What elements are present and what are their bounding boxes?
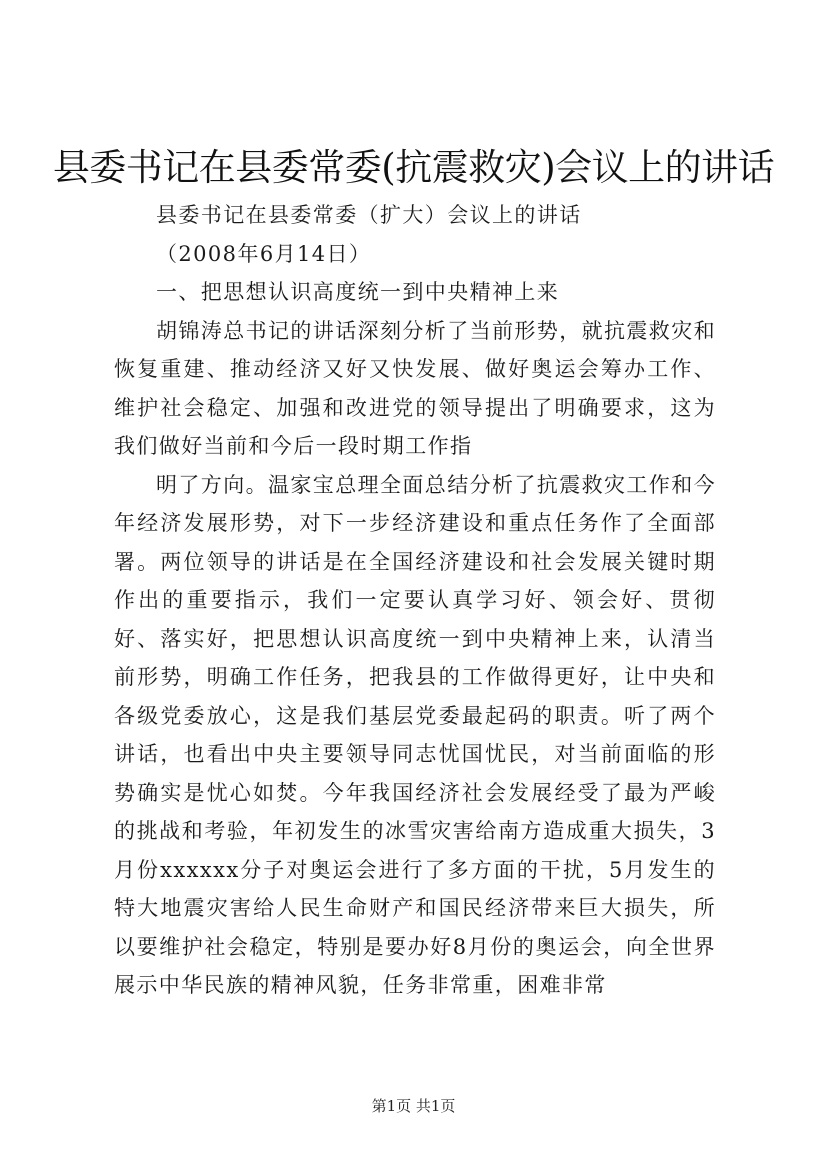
body-paragraph: 明了方向。温家宝总理全面总结分析了抗震救灾工作和今年经济发展形势，对下一步经济建设和重点任务作了全面部署。两位领导的讲话是在全国经济建设和社会发展关键时期作出的重要指示，我们一定要认真学习好、领会好、贯彻好、落实好，把思想认识高度统一到中央精神上来，认清当前形势，明确工作任务，把我县的工作做得更好，让中央和各级党委放心，这是我们基层党委最起码的职责。听了两个讲话，也看出中央主要领导同志忧国忧民，对当前面临的形势确实是忧心如焚。今年我国经济社会发展经受了最为严峻的挑战和考验，年初发生的冰雪灾害给南方造成重大损失，3月份xxxxxx分子对奥运会进行了多方面的干扰，5月发生的特大地震灾害给人民生命财产和国民经济带来巨大损失，所以要维护社会稳定，特别是要办好8月份的奥运会，向全世界展示中华民族的精神风貌，任务非常重，困难非常 bbox=[114, 472, 716, 997]
date-paragraph: （2008年6月14日） bbox=[156, 241, 372, 266]
section-heading: 一、把思想认识高度统一到中央精神上来 bbox=[156, 280, 560, 304]
document-title: 县委书记在县委常委(抗震救灾)会议上的讲话 bbox=[52, 146, 775, 189]
body-paragraph: 胡锦涛总书记的讲话深刻分析了当前形势，就抗震救灾和恢复重建、推动经济又好又快发展、做好奥运会筹办工作、维护社会稳定、加强和改进党的领导提出了明确要求，这为我们做好当前和今后一段时期工作指 bbox=[114, 318, 716, 458]
document-body bbox=[114, 196, 716, 1005]
subtitle-paragraph: 县委书记在县委常委（扩大）会议上的讲话 bbox=[156, 203, 582, 227]
page-number: 第1页 共1页 bbox=[371, 1097, 456, 1115]
